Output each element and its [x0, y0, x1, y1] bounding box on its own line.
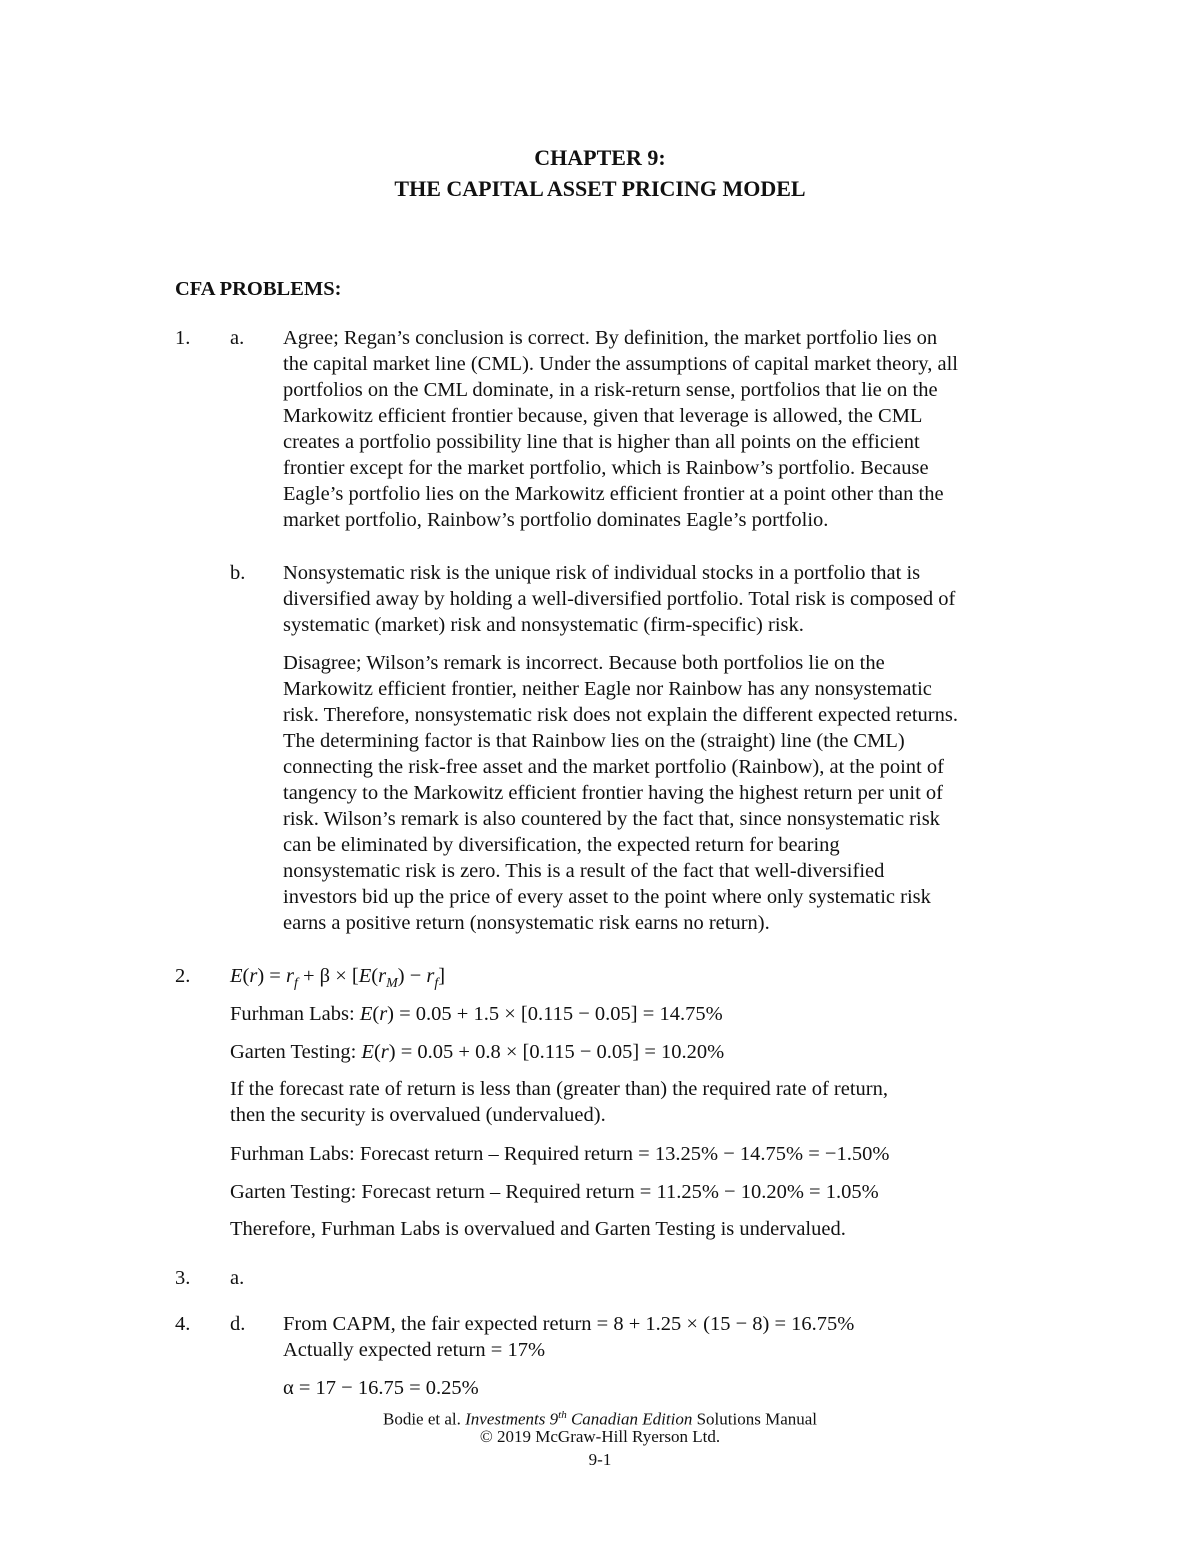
problem-4-line1: From CAPM, the fair expected return = 8 + 1.25 × (15 − 8) = 16.75%	[283, 1313, 855, 1335]
page-number: 9-1	[588, 1450, 612, 1469]
problem-1b-answer-part1	[283, 560, 1083, 638]
garten-calc: = 0.05 + 0.8 × [0.115 − 0.05] = 10.20%	[395, 1041, 725, 1063]
furhman-calc: = 0.05 + 1.5 × [0.115 − 0.05] = 14.75%	[394, 1003, 723, 1025]
text-line: connecting the risk-free asset and the market portfolio (Rainbow), at the point of	[283, 756, 944, 778]
formula-f2-sub: f	[434, 976, 439, 992]
problem-1b-answer-part2	[283, 650, 1083, 936]
problem-3-letter: a.	[230, 1267, 245, 1289]
formula-f-sub: f	[293, 976, 298, 992]
problem-1a-letter: a.	[230, 327, 245, 349]
formula-plus: + β × [	[297, 965, 359, 987]
text-line: Disagree; Wilson’s remark is incorrect. Because both portfolios lie on the	[283, 652, 885, 674]
garten-difference: Garten Testing: Forecast return – Required return = 11.25% − 10.20% = 1.05%	[230, 1181, 879, 1203]
formula-M-sub: M	[386, 976, 398, 992]
er-E: E	[359, 1003, 373, 1025]
text-line: systematic (market) risk and nonsystematic (firm-specific) risk.	[283, 614, 804, 636]
text-line: The determining factor is that Rainbow lies on the (straight) line (the CML)	[283, 730, 905, 752]
formula-end: ]	[438, 965, 446, 987]
text-line: portfolios on the CML dominate, in a risk-return sense, portfolios that lie on the	[283, 379, 938, 401]
text-line: frontier except for the market portfolio, which is Rainbow’s portfolio. Because	[283, 457, 929, 479]
problem-1-number: 1.	[175, 327, 191, 349]
problem-3-number: 3.	[175, 1267, 191, 1289]
text-line: risk. Therefore, nonsystematic risk does not explain the different expected returns.	[283, 704, 958, 726]
text-line: the capital market line (CML). Under the assumptions of capital market theory, all	[283, 353, 958, 375]
footer-ordinal: th	[558, 1409, 567, 1421]
problem-4-number: 4.	[175, 1313, 191, 1335]
problem-4-letter: d.	[230, 1313, 246, 1335]
footer-copyright: © 2019 McGraw-Hill Ryerson Ltd.	[479, 1427, 721, 1446]
formula-rf: r	[285, 965, 294, 987]
text-line: earns a positive return (nonsystematic risk earns no return).	[283, 912, 770, 934]
formula-E2: E	[358, 965, 372, 987]
garten-expected-return: Garten Testing: E(r) = 0.05 + 0.8 × [0.115 − 0.05] = 10.20%	[230, 1041, 725, 1063]
garten-label: Garten Testing:	[230, 1041, 362, 1063]
er-E: E	[361, 1041, 374, 1063]
text-line: Markowitz efficient frontier because, given that leverage is allowed, the CML	[283, 405, 923, 427]
er-r: r	[380, 1041, 389, 1063]
text-line: creates a portfolio possibility line that is higher than all points on the efficient	[283, 431, 920, 453]
formula-r: r	[249, 965, 258, 987]
text-line: investors bid up the price of every asset to the point where only systematic risk	[283, 886, 931, 908]
capm-formula: $E(r) = r_f + \beta \times [E(r_M) - r_f]$	[230, 965, 446, 992]
formula-minus: ) −	[397, 965, 427, 987]
text-line: then the security is overvalued (undervalued).	[230, 1104, 606, 1126]
text-line: Nonsystematic risk is the unique risk of individual stocks in a portfolio that is	[283, 562, 921, 584]
formula-rM: r	[378, 965, 387, 987]
chapter-title: CHAPTER 9:	[534, 145, 666, 170]
formula-rf2: r	[426, 965, 435, 987]
text-line: Markowitz efficient frontier, neither Eagle nor Rainbow has any nonsystematic	[283, 678, 932, 700]
text-line: Eagle’s portfolio lies on the Markowitz efficient frontier at a point other than the	[283, 483, 944, 505]
text-line: Agree; Regan’s conclusion is correct. By definition, the market portfolio lies on	[283, 327, 938, 349]
chapter-subtitle: THE CAPITAL ASSET PRICING MODEL	[394, 176, 806, 201]
text-line: tangency to the Markowitz efficient frontier having the highest return per unit of	[283, 782, 943, 804]
problem-4-alpha: α = 17 − 16.75 = 0.25%	[283, 1377, 479, 1399]
problem-1b-letter: b.	[230, 562, 246, 584]
text-line: market portfolio, Rainbow’s portfolio dominates Eagle’s portfolio.	[283, 509, 829, 531]
text-line: risk. Wilson’s remark is also countered by the fact that, since nonsystematic risk	[283, 808, 940, 830]
valuation-rule	[230, 1076, 1080, 1128]
text-line: If the forecast rate of return is less than (greater than) the required rate of return,	[230, 1078, 888, 1100]
furhman-difference: Furhman Labs: Forecast return – Required return = 13.25% − 14.75% = −1.50%	[230, 1143, 890, 1165]
furhman-expected-return: Furhman Labs: E(r) = 0.05 + 1.5 × [0.115 − 0.05] = 14.75%	[230, 1003, 723, 1025]
footer-book-title: Investments 9	[465, 1409, 559, 1429]
footer-suffix: Solutions Manual	[692, 1409, 818, 1429]
text-line: nonsystematic risk is zero. This is a result of the fact that well-diversified	[283, 860, 885, 882]
text-line: can be eliminated by diversification, the expected return for bearing	[283, 834, 840, 856]
text-line: diversified away by holding a well-diversified portfolio. Total risk is composed of	[283, 588, 956, 610]
problem-2-conclusion: Therefore, Furhman Labs is overvalued and Garten Testing is undervalued.	[230, 1218, 846, 1240]
footer-edition: Canadian Edition	[566, 1409, 693, 1429]
er-r: r	[379, 1003, 388, 1025]
problem-1a-answer	[283, 325, 1083, 533]
section-heading: CFA PROBLEMS:	[175, 278, 342, 300]
footer-authors: Bodie et al.	[382, 1409, 466, 1429]
problem-2-number: 2.	[175, 965, 191, 987]
problem-4-line2: Actually expected return = 17%	[283, 1339, 546, 1361]
formula-paren: (	[371, 965, 379, 987]
formula-eq: ) =	[257, 965, 286, 987]
furhman-label: Furhman Labs:	[230, 1003, 360, 1025]
formula-E: E	[230, 965, 243, 987]
